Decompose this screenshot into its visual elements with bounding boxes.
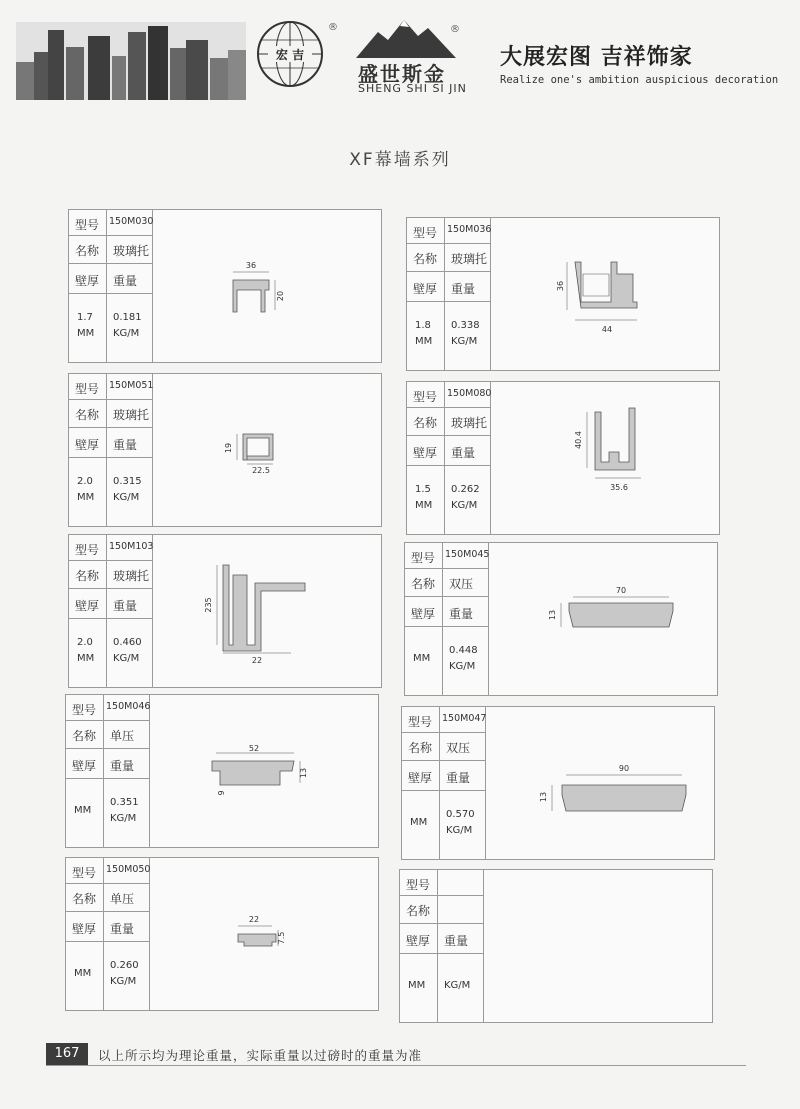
weight-unit: KG/M [113, 492, 140, 503]
weight-label: 重量 [438, 924, 484, 954]
dimension-label: 22.5 [252, 466, 270, 475]
profile-drawing [150, 858, 378, 1010]
profile-drawing [153, 374, 381, 526]
thickness-label: 壁厚 [69, 589, 107, 619]
slogan-cn: 大展宏图 吉祥饰家 [500, 45, 693, 70]
thickness-unit: MM [77, 328, 95, 339]
thickness-unit: MM [415, 500, 433, 511]
thickness-value-cell [66, 942, 104, 1010]
spec-table [69, 535, 153, 687]
footer-note: 以上所示均为理论重量，实际重量以过磅时的重量为准 [98, 1048, 423, 1063]
weight-value: 0.260 [110, 960, 139, 971]
spec-table [402, 707, 486, 859]
model-label: 型号 [66, 858, 104, 884]
weight-value-cell [443, 627, 489, 695]
dimension-label: 235 [204, 597, 213, 613]
globe-logo-text: 宏 吉 [275, 48, 305, 62]
weight-unit: KG/M [113, 328, 140, 339]
thickness-label: 壁厚 [407, 436, 445, 466]
weight-value-cell [104, 942, 150, 1010]
profile-card [68, 209, 382, 363]
weight-value: 0.351 [110, 797, 139, 808]
profile-card [399, 869, 713, 1023]
name-label: 名称 [400, 896, 438, 924]
profile-drawing [484, 870, 712, 1022]
thickness-label: 壁厚 [405, 597, 443, 627]
weight-value: 0.338 [451, 320, 480, 331]
model-label: 型号 [69, 210, 107, 236]
spec-table [407, 382, 491, 534]
thickness-value: 2.0 [77, 476, 93, 487]
dimension-label: 36 [245, 261, 257, 270]
thickness-value-cell [69, 458, 107, 526]
thickness-value-cell [69, 619, 107, 687]
thickness-value: 1.5 [415, 484, 431, 495]
thickness-unit: MM [415, 336, 433, 347]
spec-table [66, 858, 150, 1010]
name-label: 名称 [69, 400, 107, 428]
globe-logo [256, 20, 324, 88]
weight-label: 重量 [104, 749, 150, 779]
weight-label: 重量 [440, 761, 486, 791]
dimension-label: 52 [248, 744, 260, 753]
footer-divider [46, 1065, 746, 1066]
profile-card [404, 542, 718, 696]
profile-card [65, 694, 379, 848]
dimension-label: 22 [248, 915, 260, 924]
thickness-unit: MM [74, 805, 92, 816]
registered-mark: ® [328, 22, 338, 33]
dimension-label: 19 [224, 442, 233, 454]
spec-table [405, 543, 489, 695]
spec-table [407, 218, 491, 370]
name-label: 名称 [66, 721, 104, 749]
weight-value-cell [440, 791, 486, 859]
name-value: 双压 [443, 569, 489, 597]
weight-unit: KG/M [449, 661, 476, 672]
profile-card [406, 381, 720, 535]
name-value: 单压 [104, 721, 150, 749]
weight-unit: KG/M [110, 976, 137, 987]
thickness-value: 2.0 [77, 637, 93, 648]
profile-drawing [491, 218, 719, 370]
weight-value: 0.262 [451, 484, 480, 495]
name-label: 名称 [402, 733, 440, 761]
name-value [438, 896, 484, 924]
spec-table [400, 870, 484, 1022]
thickness-value: 1.7 [77, 312, 93, 323]
thickness-label: 壁厚 [69, 428, 107, 458]
model-value: 150M050 [104, 858, 150, 884]
name-value: 双压 [440, 733, 486, 761]
model-value: 150M045 [443, 543, 489, 569]
dimension-label: 70 [615, 586, 627, 595]
name-value: 玻璃托 [107, 400, 153, 428]
mountain-logo [356, 18, 456, 58]
weight-unit: KG/M [451, 336, 478, 347]
weight-value-cell [107, 458, 153, 526]
model-label: 型号 [405, 543, 443, 569]
thickness-unit: MM [74, 968, 92, 979]
name-label: 名称 [69, 236, 107, 264]
weight-unit: KG/M [451, 500, 478, 511]
profile-drawing [150, 695, 378, 847]
spec-table [66, 695, 150, 847]
model-value: 150M046 [104, 695, 150, 721]
thickness-label: 壁厚 [66, 912, 104, 942]
thickness-value-cell [402, 791, 440, 859]
model-value: 150M030 [107, 210, 153, 236]
profile-card [406, 217, 720, 371]
name-label: 名称 [66, 884, 104, 912]
thickness-value-cell [66, 779, 104, 847]
dimension-label: 13 [548, 609, 557, 621]
profile-drawing [489, 543, 717, 695]
weight-value: 0.315 [113, 476, 142, 487]
name-value: 玻璃托 [445, 408, 491, 436]
weight-value-cell [445, 302, 491, 370]
dimension-label: 13 [299, 767, 308, 779]
weight-value: 0.181 [113, 312, 142, 323]
profile-drawing [486, 707, 714, 859]
spec-table [69, 374, 153, 526]
thickness-value-cell [407, 466, 445, 534]
thickness-label: 壁厚 [66, 749, 104, 779]
weight-value-cell [438, 954, 484, 1022]
model-label: 型号 [402, 707, 440, 733]
model-label: 型号 [407, 382, 445, 408]
slogan-en: Realize one's ambition auspicious decoration [500, 74, 779, 86]
thickness-value-cell [69, 294, 107, 362]
weight-label: 重量 [445, 272, 491, 302]
dimension-label: 9 [217, 790, 226, 796]
model-label: 型号 [407, 218, 445, 244]
weight-unit: KG/M [110, 813, 137, 824]
profile-drawing [153, 535, 381, 687]
weight-value: 0.448 [449, 645, 478, 656]
weight-value: 0.460 [113, 637, 142, 648]
model-value [438, 870, 484, 896]
page-number: 167 [46, 1043, 88, 1065]
thickness-value: 1.8 [415, 320, 431, 331]
thickness-unit: MM [410, 817, 428, 828]
registered-mark-2: ® [450, 24, 460, 35]
profile-card [401, 706, 715, 860]
weight-label: 重量 [443, 597, 489, 627]
dimension-label: 36 [556, 280, 565, 292]
profile-card [68, 373, 382, 527]
weight-value-cell [107, 294, 153, 362]
thickness-unit: MM [77, 653, 95, 664]
dimension-label: 35.6 [610, 483, 628, 492]
thickness-unit: MM [413, 653, 431, 664]
weight-label: 重量 [107, 428, 153, 458]
dimension-label: 20 [276, 290, 285, 302]
model-value: 150M047 [440, 707, 486, 733]
city-skyline-image [16, 22, 246, 100]
weight-value-cell [104, 779, 150, 847]
brand-name-en: SHENG SHI SI JIN [358, 82, 467, 95]
model-label: 型号 [69, 374, 107, 400]
model-value: 150M103 [107, 535, 153, 561]
thickness-value-cell [400, 954, 438, 1022]
name-label: 名称 [407, 244, 445, 272]
thickness-label: 壁厚 [402, 761, 440, 791]
thickness-unit: MM [408, 980, 426, 991]
name-value: 玻璃托 [107, 236, 153, 264]
thickness-label: 壁厚 [407, 272, 445, 302]
profile-drawing [491, 382, 719, 534]
weight-label: 重量 [107, 589, 153, 619]
model-value: 150M080 [445, 382, 491, 408]
model-label: 型号 [66, 695, 104, 721]
name-value: 玻璃托 [107, 561, 153, 589]
name-label: 名称 [405, 569, 443, 597]
thickness-value-cell [407, 302, 445, 370]
weight-label: 重量 [445, 436, 491, 466]
profile-card [68, 534, 382, 688]
weight-value: 0.570 [446, 809, 475, 820]
dimension-label: 90 [618, 764, 630, 773]
dimension-label: 44 [601, 325, 613, 334]
profile-drawing [153, 210, 381, 362]
thickness-label: 壁厚 [400, 924, 438, 954]
thickness-label: 壁厚 [69, 264, 107, 294]
dimension-label: 13 [539, 791, 548, 803]
weight-unit: KG/M [444, 980, 471, 991]
dimension-label: 7.5 [277, 931, 286, 945]
model-label: 型号 [400, 870, 438, 896]
spec-table [69, 210, 153, 362]
weight-value-cell [107, 619, 153, 687]
dimension-label: 40.4 [574, 431, 583, 449]
header [0, 0, 800, 110]
model-value: 150M036 [445, 218, 491, 244]
weight-label: 重量 [107, 264, 153, 294]
weight-label: 重量 [104, 912, 150, 942]
name-label: 名称 [69, 561, 107, 589]
name-label: 名称 [407, 408, 445, 436]
weight-unit: KG/M [113, 653, 140, 664]
dimension-label: 22 [251, 656, 263, 665]
model-label: 型号 [69, 535, 107, 561]
thickness-value-cell [405, 627, 443, 695]
name-value: 单压 [104, 884, 150, 912]
profile-card [65, 857, 379, 1011]
thickness-unit: MM [77, 492, 95, 503]
name-value: 玻璃托 [445, 244, 491, 272]
page-title: XF幕墙系列 [349, 150, 451, 170]
brand-name-cn: 盛世斯金 [358, 62, 446, 86]
weight-value-cell [445, 466, 491, 534]
weight-unit: KG/M [446, 825, 473, 836]
model-value: 150M051 [107, 374, 153, 400]
